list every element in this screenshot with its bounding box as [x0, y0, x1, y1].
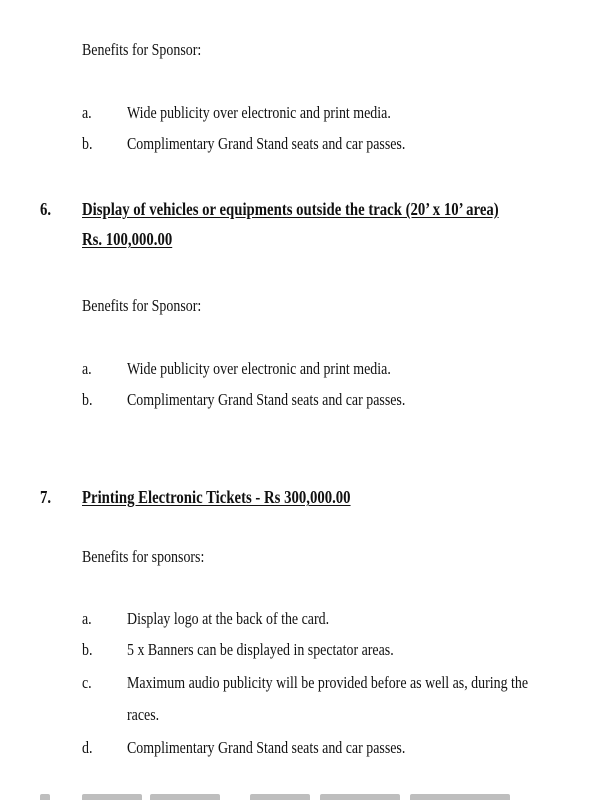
- list-marker: c.: [82, 673, 92, 692]
- list-marker: b.: [82, 390, 93, 409]
- truncated-next-line: [0, 788, 600, 800]
- list-item: Complimentary Grand Stand seats and car passes.: [127, 390, 406, 409]
- list-marker: a.: [82, 103, 92, 122]
- list-item: Maximum audio publicity will be provided before as well as, during the: [127, 673, 529, 692]
- section-number: 6.: [40, 199, 52, 219]
- list-item: Wide publicity over electronic and print media.: [127, 103, 391, 122]
- section-price: Rs. 100,000.00: [82, 229, 173, 249]
- list-item: 5 x Banners can be displayed in spectator areas.: [127, 640, 394, 659]
- list-item: Complimentary Grand Stand seats and car passes.: [127, 738, 406, 757]
- section-title: Display of vehicles or equipments outside the track (20’ x 10’ area): [82, 199, 499, 219]
- list-item: Display logo at the back of the card.: [127, 609, 330, 628]
- list-marker: a.: [82, 609, 92, 628]
- benefits-heading: Benefits for Sponsor:: [82, 296, 202, 315]
- list-item: Complimentary Grand Stand seats and car passes.: [127, 134, 406, 153]
- list-item-continuation: races.: [127, 705, 160, 724]
- list-marker: d.: [82, 738, 93, 757]
- list-marker: b.: [82, 134, 93, 153]
- benefits-heading: Benefits for sponsors:: [82, 547, 205, 566]
- benefits-heading: Benefits for Sponsor:: [82, 40, 202, 59]
- section-number: 7.: [40, 487, 52, 507]
- list-item: Wide publicity over electronic and print media.: [127, 359, 391, 378]
- section-title: Printing Electronic Tickets - Rs 300,000.00: [82, 487, 351, 507]
- list-marker: b.: [82, 640, 93, 659]
- list-marker: a.: [82, 359, 92, 378]
